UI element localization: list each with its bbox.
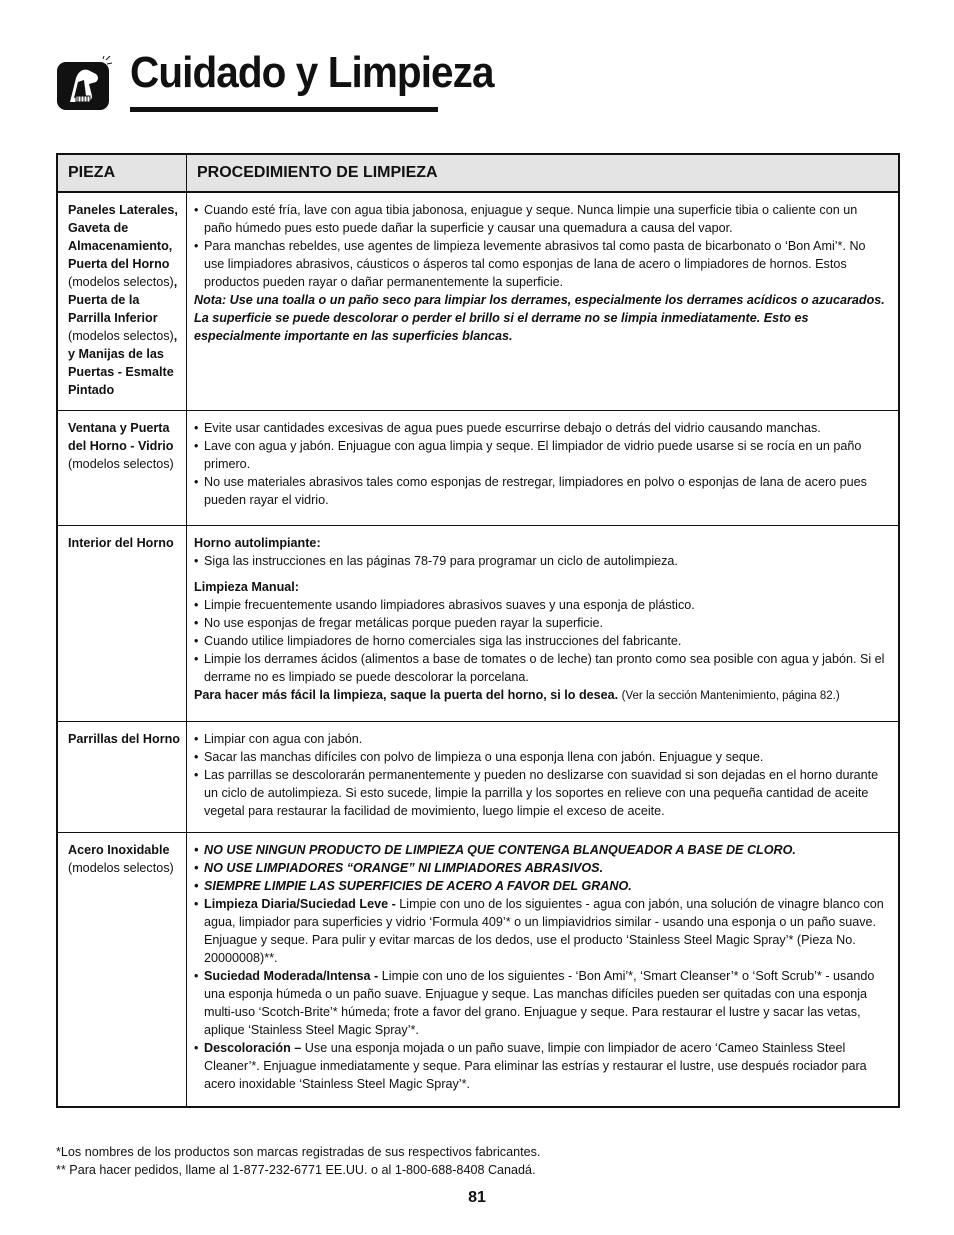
list-item: • Para manchas rebeldes, use agentes de limpieza levemente abrasivos tal como pasta de bicarbonato o ‘Bon Ami’*. No use limpiadores abrasivos, cáusticos o ásperos tal como esponjas de lana de acero o limpiadores de hornos. Estos productos pueden rayar o dañar permanentemente la superficie. xyxy=(194,237,888,291)
table-row xyxy=(57,832,899,1107)
item-label: Suciedad Moderada/Intensa - xyxy=(204,968,379,983)
table-header-row xyxy=(57,154,899,192)
title-underline xyxy=(130,107,438,112)
part-cell xyxy=(57,525,187,721)
list-item: • Limpie los derrames ácidos (alimentos a base de tomates o de leche) tan pronto como sea posible con agua y jabón. Si el derrame no es limpiado se puede descolorar la porcelana. xyxy=(194,650,888,686)
part-name: Acero Inoxidable xyxy=(68,842,170,857)
footnote: *Los nombres de los productos son marcas registradas de sus respectivos fabricantes. xyxy=(56,1145,541,1159)
procedure-cell xyxy=(187,410,900,525)
part-note: (modelos selectos) xyxy=(68,329,174,343)
procedure-cell xyxy=(187,525,900,721)
cleaning-table xyxy=(56,153,900,1108)
warning-item: • SIEMPRE LIMPIE LAS SUPERFICIES DE ACERO A FAVOR DEL GRANO. xyxy=(194,877,888,895)
list-item: • No use materiales abrasivos tales como esponjas de restregar, limpiadores en polvo o esponjas de lana de acero pues pueden rayar el vidrio. xyxy=(194,473,888,509)
page-title: Cuidado y Limpieza xyxy=(130,48,494,97)
part-note: (modelos selectos) xyxy=(68,860,174,875)
list-item xyxy=(194,1039,888,1093)
table-row xyxy=(57,525,899,721)
list-item: • No use esponjas de fregar metálicas porque pueden rayar la superficie. xyxy=(194,614,888,632)
cleaning-hand-icon xyxy=(56,56,112,112)
tip-reference: (Ver la sección Mantenimiento, página 82.) xyxy=(621,689,840,702)
item-label: Descoloración – xyxy=(204,1040,302,1055)
part-name: Interior del Horno xyxy=(68,535,174,550)
section-heading: Limpieza Manual: xyxy=(194,579,299,594)
part-name: , y Manijas de las Puertas - Esmalte Pintado xyxy=(68,329,178,397)
table-row xyxy=(57,721,899,832)
procedure-cell xyxy=(187,192,900,410)
footnotes xyxy=(56,1143,540,1179)
part-name: Ventana y Puerta del Horno - Vidrio xyxy=(68,420,174,453)
list-item: • Limpie frecuentemente usando limpiadores abrasivos suaves y una esponja de plástico. xyxy=(194,596,888,614)
column-header-part: PIEZA xyxy=(57,154,187,192)
part-note: (modelos selectos) xyxy=(68,456,174,471)
item-text: Use una esponja mojada o un paño suave, limpie con limpiador de acero ‘Cameo Stainless Steel Cleaner’*. Enjuague inmediatamente y seque. Para eliminar las estrías y restaurar el lustre, use después rociador para acero inoxidable ‘Stainless Steel Magic Spray’*. xyxy=(204,1040,867,1091)
list-item xyxy=(194,967,888,1039)
list-item: • Limpiar con agua con jabón. xyxy=(194,730,888,748)
page-header xyxy=(56,48,494,114)
list-item: • Cuando esté fría, lave con agua tibia jabonosa, enjuague y seque. Nunca limpie una superficie tibia o caliente con un paño húmedo pues esto puede dañar la superficie y causar una quemadura a causa del vapor. xyxy=(194,201,888,237)
part-name: Parrillas del Horno xyxy=(68,731,180,746)
part-name: , Puerta de la Parrilla Inferior xyxy=(68,275,178,325)
note-text: Nota: Use una toalla o un paño seco para limpiar los derrames, especialmente los derrames acídicos o azucarados. La superficie se puede descolorar o perder el brillo si el derrame no se limpia inmediatamente. Esto es especialmente importante en las superficies blancas. xyxy=(194,293,885,343)
item-text: Limpie con uno de los siguientes - ‘Bon Ami’*, ‘Smart Cleanser’* o ‘Soft Scrub’* - usando una esponja húmeda o un paño suave. Enjuague y seque. Las manchas difíciles pueden ser quitadas con una esponja multi-uso ‘Scotch-Brite’* húmeda; frote a favor del grano. Enjuague y seque. Para restaurar el lustre y sacar las vetas, aplique ‘Stainless Steel Magic Spray’*. xyxy=(204,968,875,1037)
warning-item: • NO USE LIMPIADORES “ORANGE” NI LIMPIADORES ABRASIVOS. xyxy=(194,859,888,877)
column-header-procedure: PROCEDIMIENTO DE LIMPIEZA xyxy=(187,154,900,192)
item-text: Limpie con uno de los siguientes - agua con jabón, una solución de vinagre blanco con agua, limpiador para superficies y vidrio ‘Formula 409’* o un limpiavidrios similar - usando una esponja o un paño suave. Enjuague y seque. Para pulir y evitar marcas de los dedos, use el producto ‘Stainless Steel Magic Spray’* (Pieza No. 20000008)**. xyxy=(204,896,884,965)
procedure-cell xyxy=(187,721,900,832)
table-row xyxy=(57,192,899,410)
list-item: • Las parrillas se descolorarán permanentemente y pueden no deslizarse con suavidad si son dejadas en el horno durante un ciclo de autolimpieza. Si esto sucede, limpie la parrilla y los soportes en relieve con una pequeña cantidad de aceite vegetal para restaurar la facilidad de movimiento, luego limpie el exceso de aceite. xyxy=(194,766,888,820)
table-row xyxy=(57,410,899,525)
tip-bold: Para hacer más fácil la limpieza, saque la puerta del horno, si lo desea. xyxy=(194,687,619,702)
section-heading: Horno autolimpiante: xyxy=(194,535,321,550)
page-number: 81 xyxy=(468,1189,486,1206)
warning-item: • NO USE NINGUN PRODUCTO DE LIMPIEZA QUE CONTENGA BLANQUEADOR A BASE DE CLORO. xyxy=(194,841,888,859)
list-item: • Lave con agua y jabón. Enjuague con agua limpia y seque. El limpiador de vidrio puede usarse si se rocía en un paño primero. xyxy=(194,437,888,473)
part-cell xyxy=(57,192,187,410)
list-item: • Cuando utilice limpiadores de horno comerciales siga las instrucciones del fabricante. xyxy=(194,632,888,650)
list-item: • Evite usar cantidades excesivas de agua pues puede escurrirse debajo o detrás del vidrio causando manchas. xyxy=(194,419,888,437)
list-item xyxy=(194,895,888,967)
list-item: • Sacar las manchas difíciles con polvo de limpieza o una esponja llena con jabón. Enjuague y seque. xyxy=(194,748,888,766)
list-item: • Siga las instrucciones en las páginas 78-79 para programar un ciclo de autolimpieza. xyxy=(194,552,888,570)
tip-text xyxy=(194,686,888,705)
item-label: Limpieza Diaria/Suciedad Leve - xyxy=(204,896,396,911)
part-cell xyxy=(57,721,187,832)
part-cell xyxy=(57,410,187,525)
footnote: ** Para hacer pedidos, llame al 1-877-232-6771 EE.UU. o al 1-800-688-8408 Canadá. xyxy=(56,1163,536,1177)
procedure-cell xyxy=(187,832,900,1107)
part-name: Paneles Laterales, Gaveta de Almacenamiento, Puerta del Horno xyxy=(68,203,178,271)
part-note: (modelos selectos) xyxy=(68,275,174,289)
part-cell xyxy=(57,832,187,1107)
